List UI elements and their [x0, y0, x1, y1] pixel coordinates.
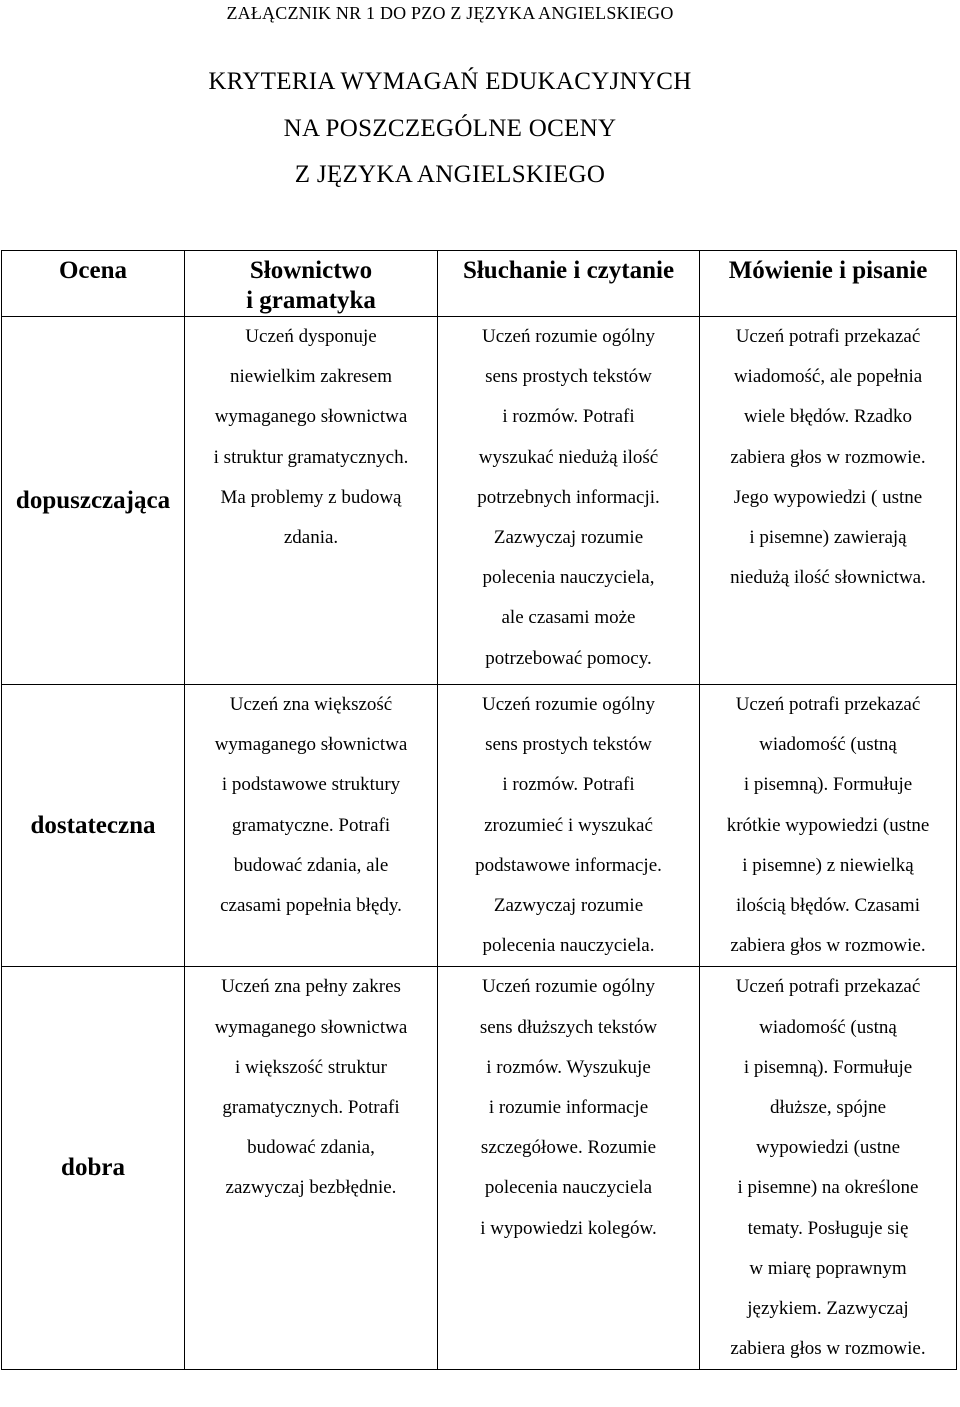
vocab-line: wymaganego słownictwa [214, 734, 408, 756]
table-row [2, 967, 957, 1370]
vocab-line: gramatycznych. Potrafi [222, 1097, 400, 1119]
speaking-line: i pisemne) z niewielką [742, 854, 914, 876]
speaking-line: wiele błędów. Rzadko [743, 406, 913, 428]
listening-line: szczegółowe. Rozumie [480, 1137, 657, 1159]
listening-line: polecenia nauczyciela [484, 1177, 653, 1199]
header-listening-text: Słuchanie i czytanie [462, 257, 675, 284]
listening-line: polecenia nauczyciela, [482, 567, 655, 589]
listening-line: podstawowe informacje. [475, 854, 662, 876]
speaking-line: niedużą ilość słownictwa. [730, 567, 926, 589]
vocab-line: i podstawowe struktury [221, 774, 401, 796]
vocab-cell [185, 967, 438, 1370]
speaking-line: i pisemną). Formułuje [743, 1056, 913, 1078]
vocab-line: wymaganego słownictwa [214, 1016, 408, 1038]
listening-line: Zazwyczaj rozumie [493, 895, 644, 917]
listening-line: i rozmów. Wyszukuje [486, 1056, 651, 1078]
header-ocena-text: Ocena [58, 257, 128, 284]
attachment-label: ZAŁĄCZNIK NR 1 DO PZO Z JĘZYKA ANGIELSKIEGO [226, 3, 674, 23]
vocab-line: Uczeń dysponuje [245, 326, 377, 347]
vocab-line: niewielkim zakresem [230, 366, 392, 388]
listening-line: ale czasami może [501, 607, 636, 629]
header-ocena [2, 251, 185, 317]
speaking-line: i pisemne) zawierają [749, 527, 907, 549]
table-body [2, 317, 957, 1370]
listening-cell [438, 317, 700, 685]
speaking-line: wiadomość (ustną [759, 1016, 897, 1038]
vocab-cell [185, 685, 438, 967]
speaking-cell [700, 967, 957, 1370]
vocab-line: budować zdania, [247, 1137, 375, 1159]
speaking-cell [700, 685, 957, 967]
title-line-3: Z JĘZYKA ANGIELSKIEGO [294, 161, 606, 188]
listening-line: potrzebować pomocy. [485, 647, 652, 669]
title-line-2: NA POSZCZEGÓLNE OCENY [283, 115, 617, 142]
speaking-line: i pisemną). Formułuje [743, 774, 913, 796]
vocab-line: i większość struktur [235, 1056, 387, 1078]
header-vocab-line-2: i gramatyka [246, 287, 376, 314]
speaking-line: dłuższe, spójne [769, 1097, 887, 1119]
speaking-line: krótkie wypowiedzi (ustne [726, 814, 930, 836]
listening-line: i wypowiedzi kolegów. [480, 1217, 657, 1239]
speaking-line: językiem. Zazwyczaj [747, 1298, 909, 1320]
listening-line: i rozmów. Potrafi [502, 406, 635, 428]
criteria-table [1, 250, 957, 1370]
speaking-line: Jego wypowiedzi ( ustne [733, 486, 923, 508]
vocab-line: Uczeń zna pełny zakres [221, 976, 401, 998]
listening-line: i rozumie informacje [488, 1097, 649, 1119]
header-vocabulary-grammar [185, 251, 438, 317]
listening-line: Uczeń rozumie ogólny [481, 976, 656, 998]
vocab-line: Ma problemy z budową [220, 486, 402, 508]
speaking-line: i pisemne) na określone [737, 1177, 919, 1199]
title-line-1: KRYTERIA WYMAGAŃ EDUKACYJNYCH [208, 68, 692, 95]
speaking-line: tematy. Posługuje się [747, 1217, 909, 1239]
listening-line: polecenia nauczyciela. [482, 935, 655, 957]
header-vocab-line-1: Słownictwo [249, 257, 373, 284]
grade-label: dopuszczająca [15, 486, 171, 514]
speaking-line: Uczeń potrafi przekazać [735, 694, 921, 715]
speaking-line: wiadomość, ale popełnia [733, 366, 923, 388]
grade-cell [2, 685, 185, 967]
vocab-line: budować zdania, ale [233, 854, 389, 876]
listening-line: sens dłuższych tekstów [479, 1016, 658, 1038]
table-row [2, 685, 957, 967]
grade-cell [2, 967, 185, 1370]
table-header-row [2, 251, 957, 317]
speaking-line: wypowiedzi (ustne [755, 1137, 901, 1159]
vocab-line: wymaganego słownictwa [214, 406, 408, 428]
listening-cell [438, 685, 700, 967]
vocab-line: zazwyczaj bezbłędnie. [225, 1177, 397, 1199]
speaking-cell [700, 317, 957, 685]
grade-label: dostateczna [30, 811, 156, 839]
vocab-line: Uczeń zna większość [229, 694, 393, 715]
table-row [2, 317, 957, 685]
listening-line: potrzebnych informacji. [477, 486, 660, 508]
grade-cell [2, 317, 185, 685]
listening-line: Zazwyczaj rozumie [493, 527, 644, 549]
header-speaking-text: Mówienie i pisanie [728, 257, 928, 284]
speaking-line: zabiera głos w rozmowie. [730, 935, 926, 957]
header-speaking-writing [700, 251, 957, 317]
speaking-line: zabiera głos w rozmowie. [730, 446, 926, 468]
listening-line: sens prostych tekstów [485, 366, 652, 388]
vocab-line: gramatyczne. Potrafi [231, 814, 391, 836]
vocab-line: i struktur gramatycznych. [213, 446, 409, 468]
listening-cell [438, 967, 700, 1370]
speaking-line: Uczeń potrafi przekazać [735, 976, 921, 998]
vocab-cell [185, 317, 438, 685]
listening-line: wyszukać niedużą ilość [478, 446, 659, 468]
vocab-line: zdania. [283, 527, 339, 549]
speaking-line: ilością błędów. Czasami [736, 895, 920, 917]
listening-line: Uczeń rozumie ogólny [481, 694, 656, 715]
listening-line: sens prostych tekstów [485, 734, 652, 756]
vocab-line: czasami popełnia błędy. [220, 895, 402, 917]
header-listening-reading [438, 251, 700, 317]
speaking-line: Uczeń potrafi przekazać [735, 326, 921, 347]
listening-line: zrozumieć i wyszukać [484, 814, 653, 836]
speaking-line: wiadomość (ustną [759, 734, 897, 756]
speaking-line: zabiera głos w rozmowie. [730, 1338, 926, 1360]
speaking-line: w miarę poprawnym [749, 1257, 907, 1279]
listening-line: i rozmów. Potrafi [502, 774, 635, 796]
grade-label: dobra [61, 1154, 125, 1182]
listening-line: Uczeń rozumie ogólny [481, 326, 656, 347]
